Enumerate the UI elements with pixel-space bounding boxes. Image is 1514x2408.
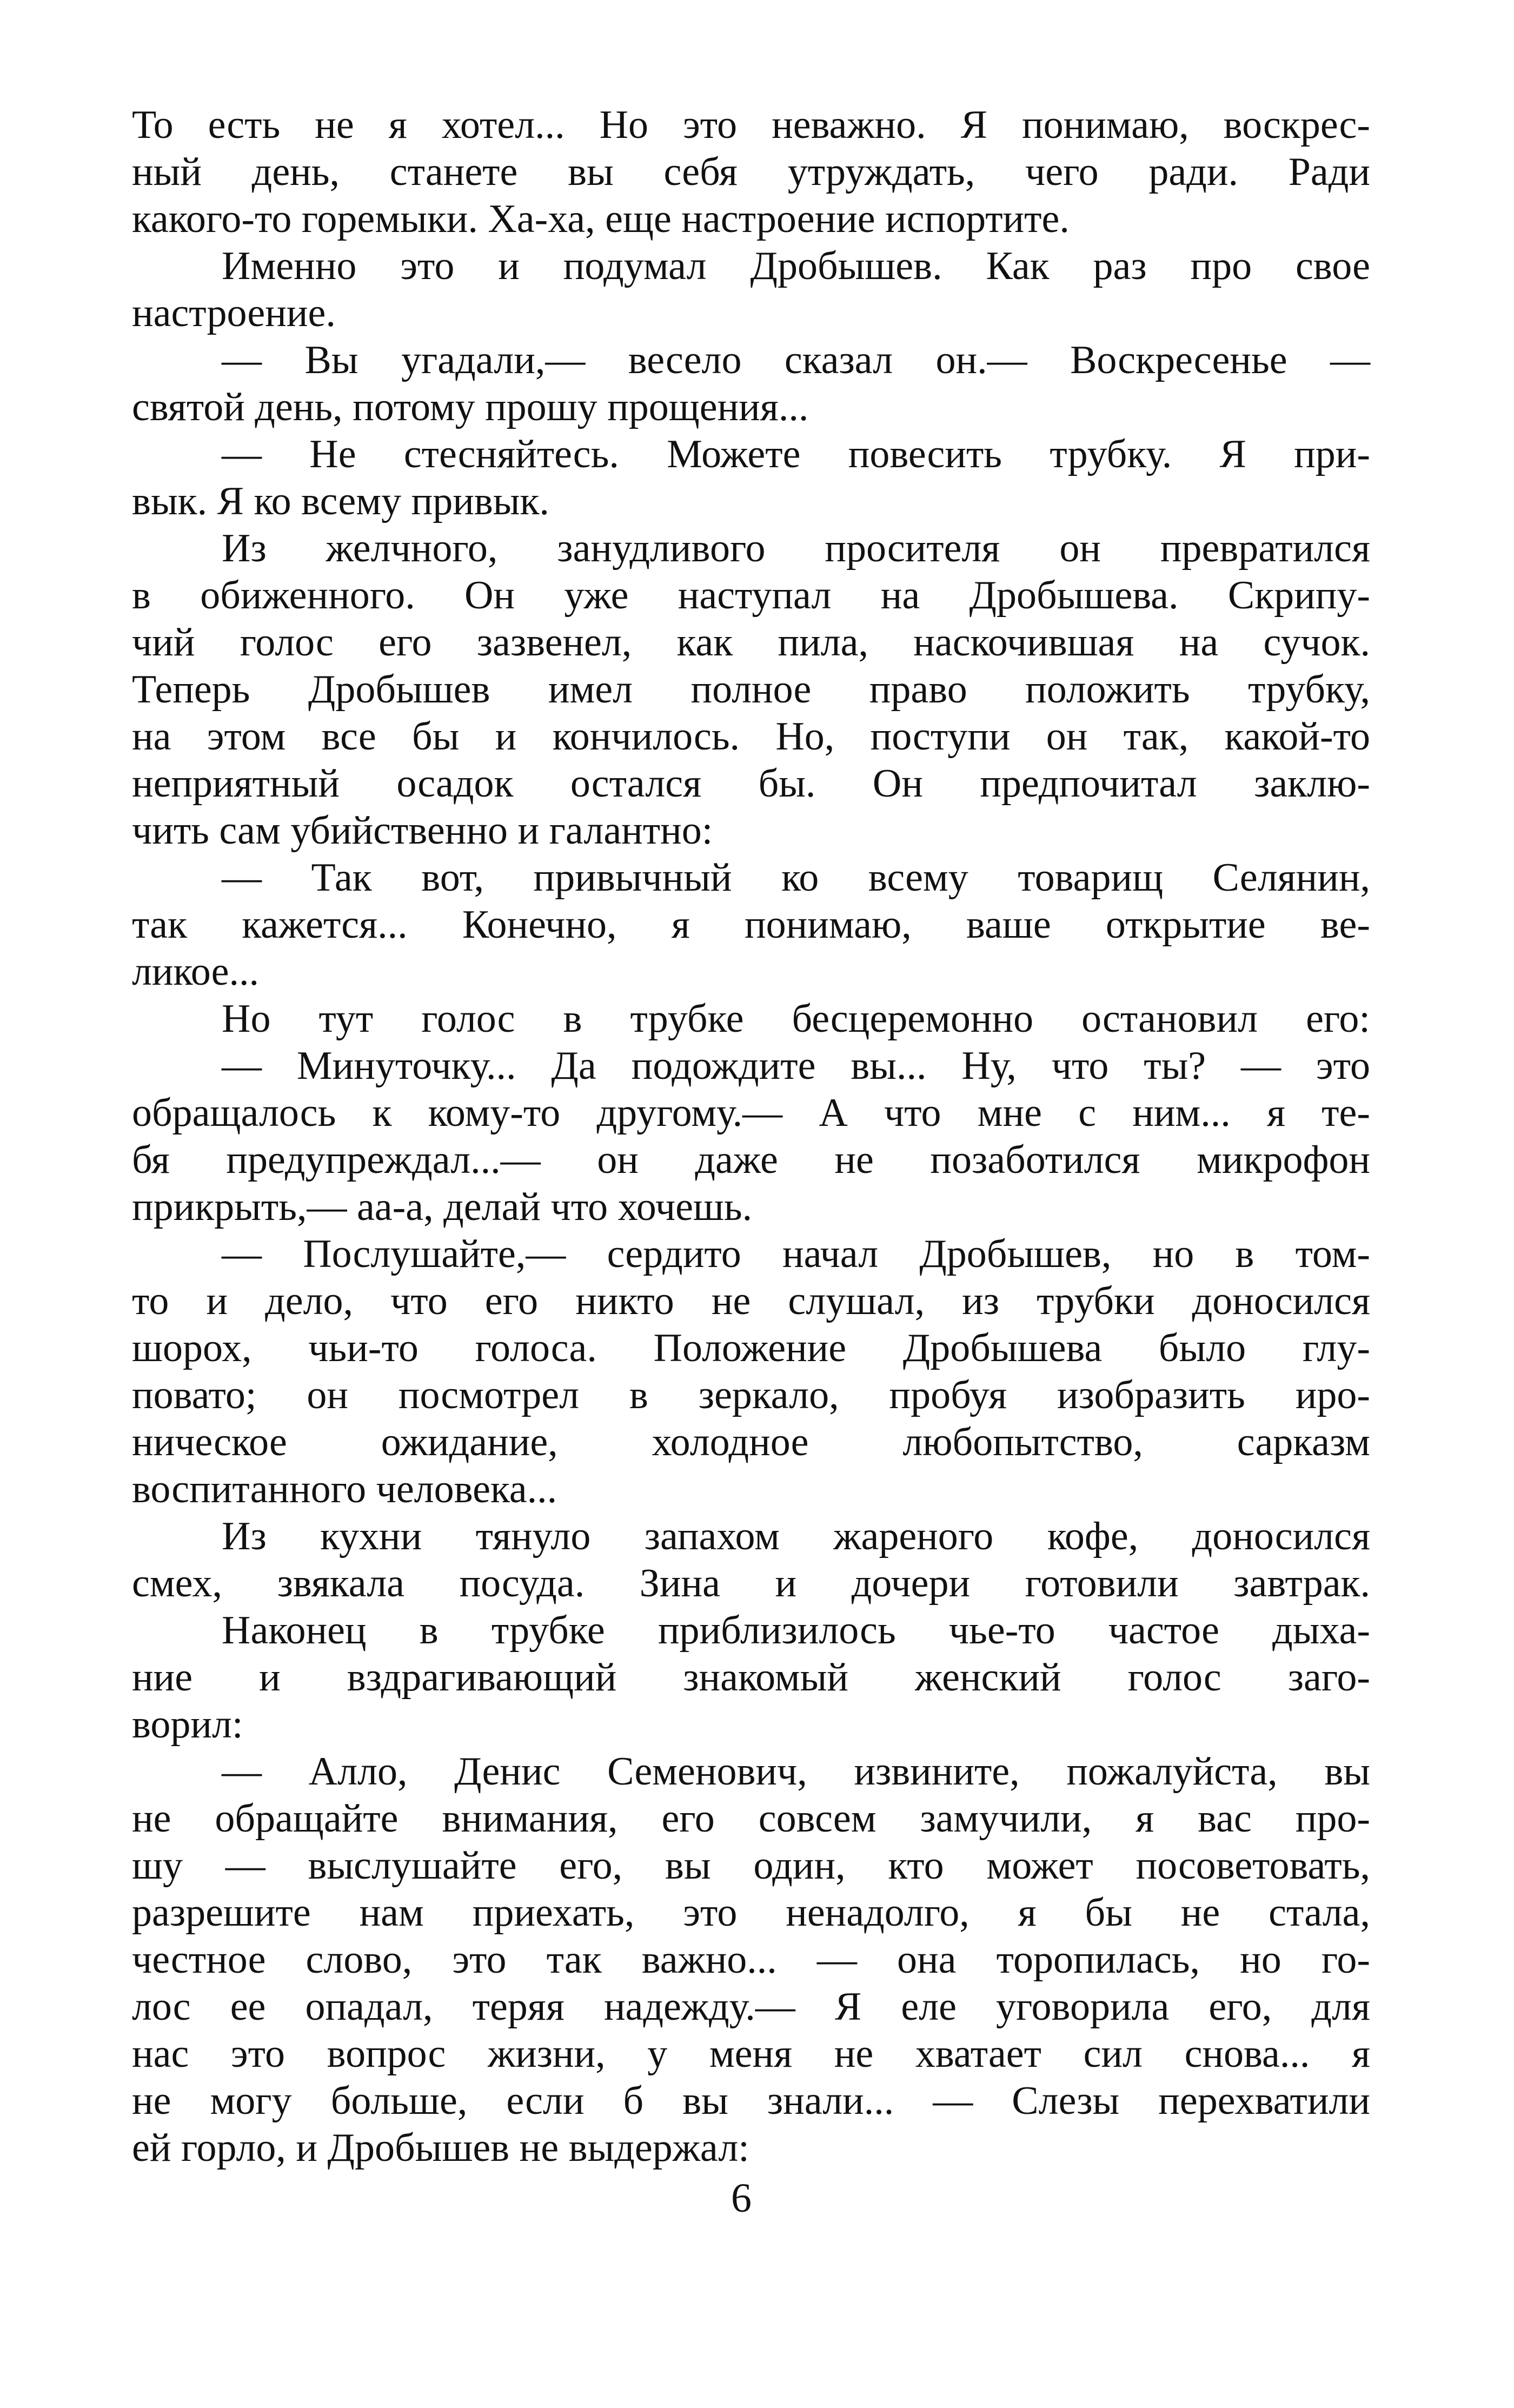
text-line: на этом все бы и кончилось. Но, поступи он так, какой-то <box>132 714 1370 759</box>
text-line: в обиженного. Он уже наступал на Дробышева. Скрипу- <box>132 573 1370 618</box>
text-line: смех, звякала посуда. Зина и дочери готовили завтрак. <box>132 1561 1370 1606</box>
text-line: воспитанного человека... <box>132 1467 557 1511</box>
text-line: — Не стесняйтесь. Можете повесить трубку. Я при- <box>222 432 1370 476</box>
text-line: какого-то горемыки. Ха-ха, еще настроение испортите. <box>132 197 1070 241</box>
text-line: повато; он посмотрел в зеркало, пробуя изобразить иро- <box>132 1373 1370 1417</box>
text-line: то и дело, что его никто не слушал, из трубки доносился <box>132 1279 1370 1323</box>
text-line: Теперь Дробышев имел полное право положить трубку, <box>132 667 1370 712</box>
page-number: 6 <box>731 2175 752 2221</box>
text-line: ей горло, и Дробышев не выдержал: <box>132 2126 749 2170</box>
text-line: честное слово, это так важно... — она торопилась, но го- <box>132 1938 1370 1982</box>
body-text <box>132 102 1370 2172</box>
text-line: чить сам убийственно и галантно: <box>132 808 713 853</box>
text-line: ный день, станете вы себя утруждать, чего ради. Ради <box>132 150 1370 194</box>
text-line: Но тут голос в трубке бесцеремонно остановил его: <box>222 997 1370 1041</box>
text-line: — Алло, Денис Семенович, извините, пожалуйста, вы <box>222 1749 1370 1794</box>
text-line: — Вы угадали,— весело сказал он.— Воскресенье — <box>222 338 1370 382</box>
text-line: обращалось к кому-то другому.— А что мне с ним... я те- <box>132 1091 1370 1135</box>
text-line: неприятный осадок остался бы. Он предпочитал заклю- <box>132 761 1370 806</box>
text-line: шу — выслушайте его, вы один, кто может посоветовать, <box>132 1843 1370 1888</box>
text-line: ническое ожидание, холодное любопытство, сарказм <box>132 1420 1370 1464</box>
text-line: святой день, потому прошу прощения... <box>132 385 809 429</box>
text-line: нас это вопрос жизни, у меня не хватает сил снова... я <box>132 2032 1370 2076</box>
text-line: прикрыть,— аа-а, делай что хочешь. <box>132 1185 753 1229</box>
text-line: — Так вот, привычный ко всему товарищ Селянин, <box>222 855 1370 900</box>
text-line: Из кухни тянуло запахом жареного кофе, доносился <box>222 1514 1370 1558</box>
text-line: шорох, чьи-то голоса. Положение Дробышева было глу- <box>132 1326 1370 1370</box>
text-line: лос ее опадал, теряя надежду.— Я еле уговорила его, для <box>132 1985 1370 2029</box>
text-line: ние и вздрагивающий знакомый женский голос заго- <box>132 1655 1370 1700</box>
text-line: настроение. <box>132 291 336 335</box>
text-line: ликое... <box>132 950 259 994</box>
text-line: не могу больше, если б вы знали... — Слезы перехватили <box>132 2079 1370 2123</box>
text-line: — Минуточку... Да подождите вы... Ну, что ты? — это <box>222 1044 1370 1088</box>
text-line: так кажется... Конечно, я понимаю, ваше открытие ве- <box>132 903 1370 947</box>
text-line: не обращайте внимания, его совсем замучили, я вас про- <box>132 1796 1370 1841</box>
text-line: разрешите нам приехать, это ненадолго, я бы не стала, <box>132 1890 1370 1935</box>
text-line: Наконец в трубке приблизилось чье-то частое дыха- <box>222 1608 1370 1653</box>
text-line: Из желчного, занудливого просителя он превратился <box>222 526 1370 571</box>
text-line: вык. Я ко всему привык. <box>132 479 549 523</box>
text-line: Именно это и подумал Дробышев. Как раз про свое <box>222 244 1370 288</box>
text-line: То есть не я хотел... Но это неважно. Я понимаю, воскрес- <box>132 103 1370 147</box>
text-line: — Послушайте,— сердито начал Дробышев, но в том- <box>222 1232 1370 1276</box>
text-line: ворил: <box>132 1702 243 1747</box>
text-line: бя предупреждал...— он даже не позаботился микрофон <box>132 1138 1370 1182</box>
text-line: чий голос его зазвенел, как пила, наскочившая на сучок. <box>132 620 1370 665</box>
